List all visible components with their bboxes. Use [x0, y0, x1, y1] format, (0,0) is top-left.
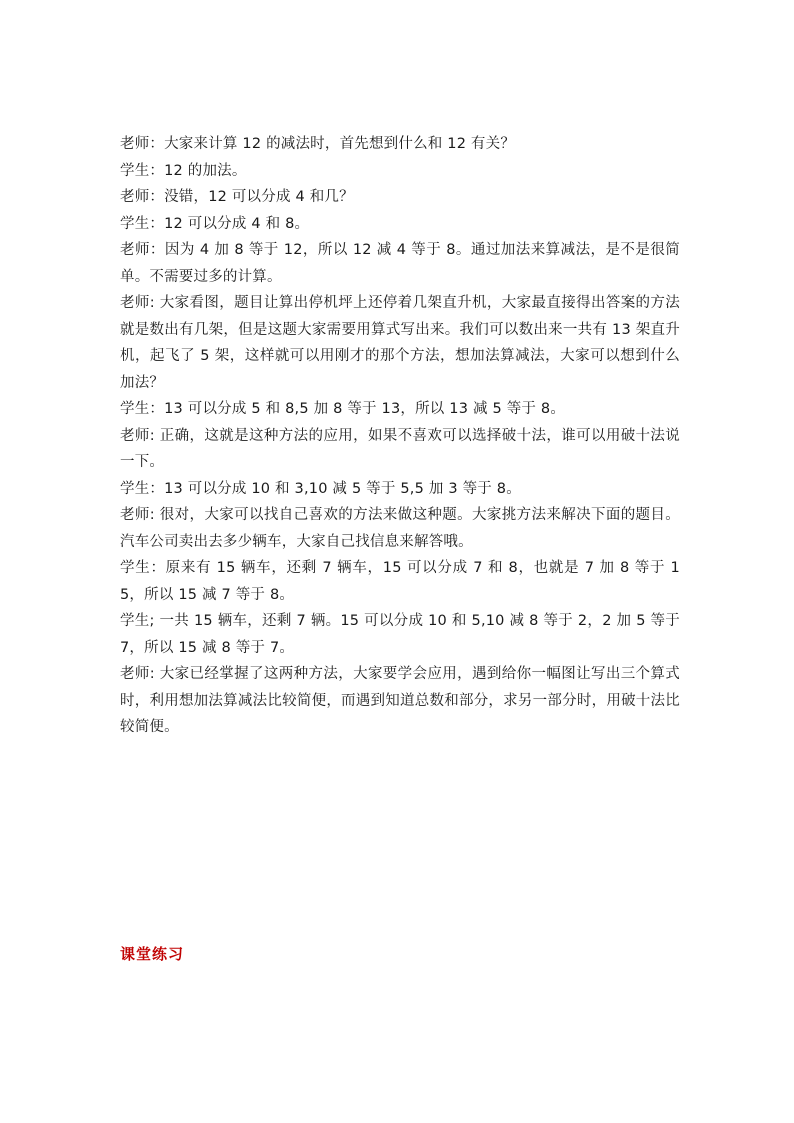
dialogue-paragraph: 老师: 很对，大家可以找自己喜欢的方法来做这种题。大家挑方法来解决下面的题目。汽车公司卖出去多少辆车，大家自己找信息来解答哦。 [120, 507, 680, 550]
dialogue-paragraph: 学生：原来有 15 辆车，还剩 7 辆车，15 可以分成 7 和 8，也就是 7 加 8 等于 15，所以 15 减 7 等于 8。 [120, 560, 680, 603]
dialogue-paragraph: 学生：13 可以分成 5 和 8,5 加 8 等于 13，所以 13 减 5 等于 8。 [120, 401, 566, 417]
dialogue-paragraph: 学生：13 可以分成 10 和 3,10 减 5 等于 5,5 加 3 等于 8。 [120, 480, 521, 497]
section-title: 课堂练习 [120, 945, 185, 963]
dialogue-body [120, 131, 680, 741]
dialogue-paragraph: 老师：没错，12 可以分成 4 和几？ [120, 189, 354, 205]
dialogue-paragraph: 老师：因为 4 加 8 等于 12，所以 12 减 4 等于 8。通过加法来算减法，是不是很简单。不需要过多的计算。 [120, 242, 680, 285]
dialogue-paragraph: 老师：大家来计算 12 的减法时，首先想到什么和 12 有关？ [120, 136, 516, 152]
dialogue-paragraph: 老师: 大家已经掌握了这两种方法，大家要学会应用，遇到给你一幅图让写出三个算式时，利用想加法算减法比较简便，而遇到知道总数和部分，求另一部分时，用破十法比较简便。 [120, 666, 680, 735]
dialogue-paragraph: 老师: 正确，这就是这种方法的应用，如果不喜欢可以选择破十法，谁可以用破十法说一下。 [120, 427, 680, 470]
dialogue-paragraph: 学生：12 的加法。 [120, 162, 247, 179]
dialogue-paragraph: 老师: 大家看图，题目让算出停机坪上还停着几架直升机，大家最直接得出答案的方法就是数出有几架，但是这题大家需要用算式写出来。我们可以数出来一共有 13 架直升机，起飞了 5 架，这样就可以用刚才的那个方法，想加法算减法，大家可以想到什么加法？ [120, 295, 680, 391]
dialogue-paragraph: 学生; 一共 15 辆车，还剩 7 辆。15 可以分成 10 和 5,10 减 8 等于 2，2 加 5 等于 7，所以 15 减 8 等于 7。 [120, 613, 680, 656]
dialogue-paragraph: 学生：12 可以分成 4 和 8。 [120, 215, 310, 232]
